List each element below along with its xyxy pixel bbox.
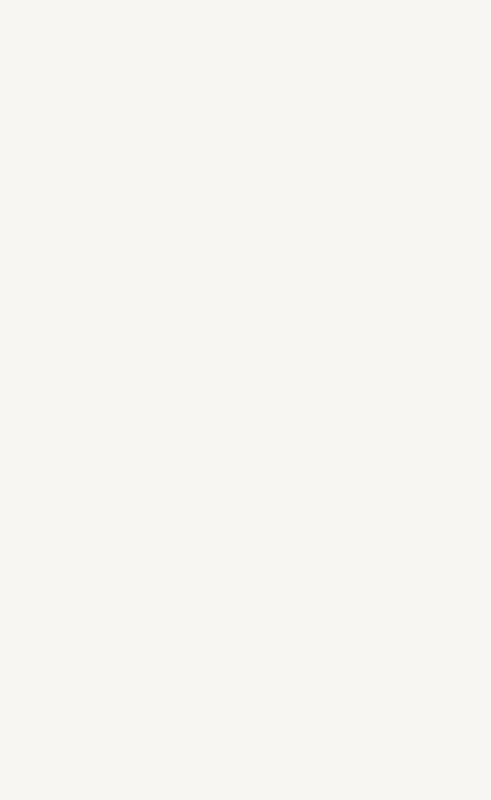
left-column: [30, 118, 235, 121]
site-logo: [367, 752, 479, 798]
right-column: [248, 118, 470, 124]
